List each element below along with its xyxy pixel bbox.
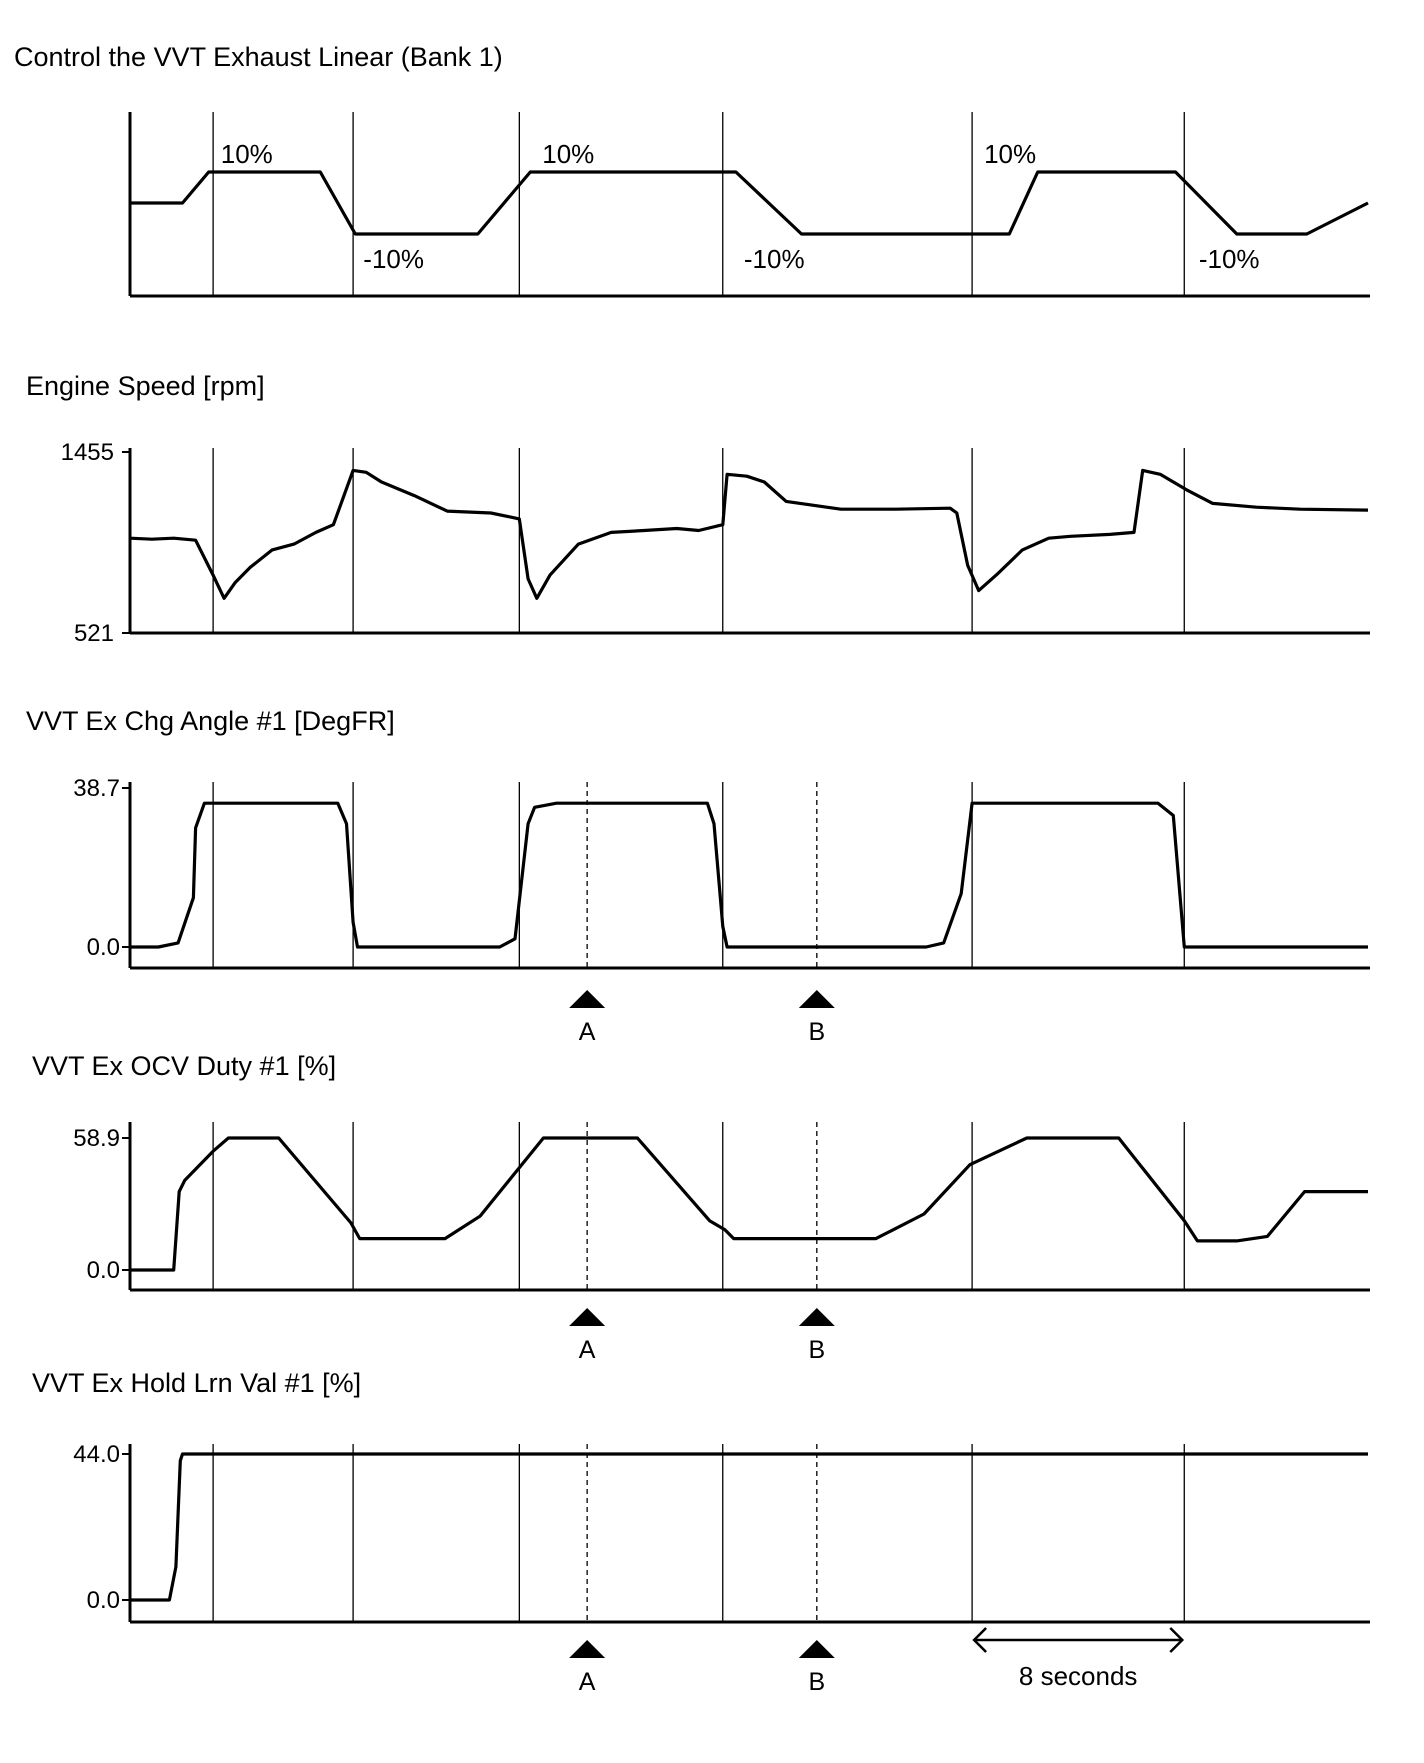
chart-panel-3 [26,706,1370,1046]
percent-label: -10% [743,244,805,274]
series-line [130,1454,1368,1600]
panel-title: VVT Ex OCV Duty #1 [%] [32,1051,337,1081]
panel-title: Engine Speed [rpm] [26,371,265,401]
y-tick-label: 44.0 [73,1441,120,1468]
series-line [130,1138,1368,1270]
marker-label: A [578,1668,596,1696]
y-tick-label: 521 [73,620,114,647]
series-line [130,470,1368,598]
panel-title: VVT Ex Chg Angle #1 [DegFR] [26,706,395,736]
percent-label: 10% [542,139,595,169]
y-tick-label: 0.0 [86,1587,120,1614]
y-tick-label: 0.0 [86,934,120,961]
y-tick-label: 1455 [60,439,114,466]
marker-triangle [569,990,605,1008]
marker-label: A [578,1336,596,1364]
panel-title: VVT Ex Hold Lrn Val #1 [%] [32,1368,362,1398]
marker-triangle [799,1640,835,1658]
y-tick-label: 58.9 [73,1125,120,1152]
percent-label: -10% [1198,244,1260,274]
percent-label: 10% [220,139,273,169]
marker-label: B [808,1336,826,1364]
duration-label: 8 seconds [1018,1661,1138,1691]
series-line [130,803,1368,947]
y-tick-label: 38.7 [73,775,120,802]
marker-triangle [799,1308,835,1326]
chart-panel-1 [14,42,1370,296]
marker-label: B [808,1018,826,1046]
panel-title: Control the VVT Exhaust Linear (Bank 1) [14,42,503,72]
chart-panel-5 [32,1368,1370,1696]
percent-label: 10% [984,139,1037,169]
chart-panel-4 [32,1051,1370,1364]
percent-label: -10% [363,244,424,274]
marker-label: B [808,1668,826,1696]
series-line [130,172,1368,234]
y-tick-label: 0.0 [86,1257,120,1284]
marker-label: A [578,1018,596,1046]
chart-panel-2 [26,371,1370,647]
marker-triangle [799,990,835,1008]
marker-triangle [569,1308,605,1326]
marker-triangle [569,1640,605,1658]
